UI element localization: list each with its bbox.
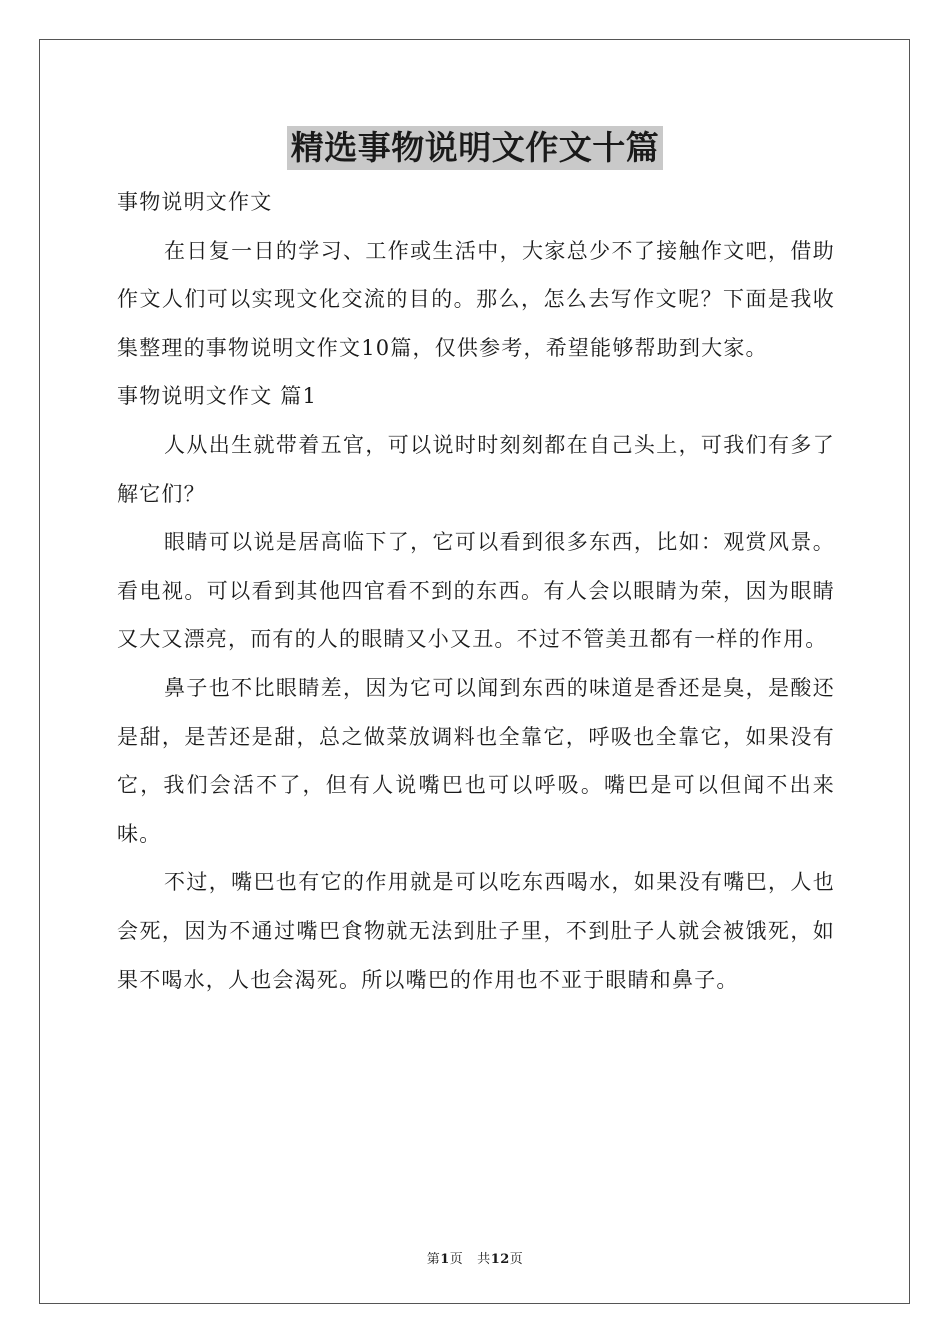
page-suffix: 页: [449, 1252, 464, 1267]
intro-heading: 事物说明文作文: [117, 190, 273, 214]
page-prefix: 第: [426, 1252, 441, 1267]
page-footer: [0, 1248, 950, 1267]
section-heading: 事物说明文作文 篇1: [117, 384, 318, 409]
total-suffix: 页: [509, 1252, 524, 1267]
total-page-number: 12: [490, 1252, 510, 1267]
document-body: [117, 178, 835, 1004]
intro-paragraph: 在日复一日的学习、工作或生活中，大家总少不了接触作文吧，借助作文人们可以实现文化交流的目的。那么，怎么去写作文呢？下面是我收集整理的事物说明文作文10篇，仅供参考，希望能够帮助到大家。: [117, 238, 835, 360]
body-paragraph: 眼睛可以说是居高临下了，它可以看到很多东西，比如：观赏风景。看电视。可以看到其他四官看不到的东西。有人会以眼睛为荣，因为眼睛又大又漂亮，而有的人的眼睛又小又丑。不过不管美丑都有一样的作用。: [117, 530, 835, 652]
current-page-number: 1: [440, 1252, 450, 1267]
body-paragraph: 人从出生就带着五官，可以说时时刻刻都在自己头上，可我们有多了解它们？: [117, 432, 835, 506]
total-prefix: 共: [477, 1252, 491, 1267]
document-title: 精选事物说明文作文十篇: [287, 126, 664, 170]
body-paragraph: 不过，嘴巴也有它的作用就是可以吃东西喝水，如果没有嘴巴，人也会死，因为不通过嘴巴食物就无法到肚子里，不到肚子人就会被饿死，如果不喝水，人也会渴死。所以嘴巴的作用也不亚于眼睛和鼻子。: [117, 870, 835, 992]
body-paragraph: 鼻子也不比眼睛差，因为它可以闻到东西的味道是香还是臭，是酸还是甜，是苦还是甜，总之做菜放调料也全靠它，呼吸也全靠它，如果没有它，我们会活不了，但有人说嘴巴也可以呼吸。嘴巴是可以但闻不出来味。: [117, 675, 835, 846]
title-container: [0, 126, 950, 170]
